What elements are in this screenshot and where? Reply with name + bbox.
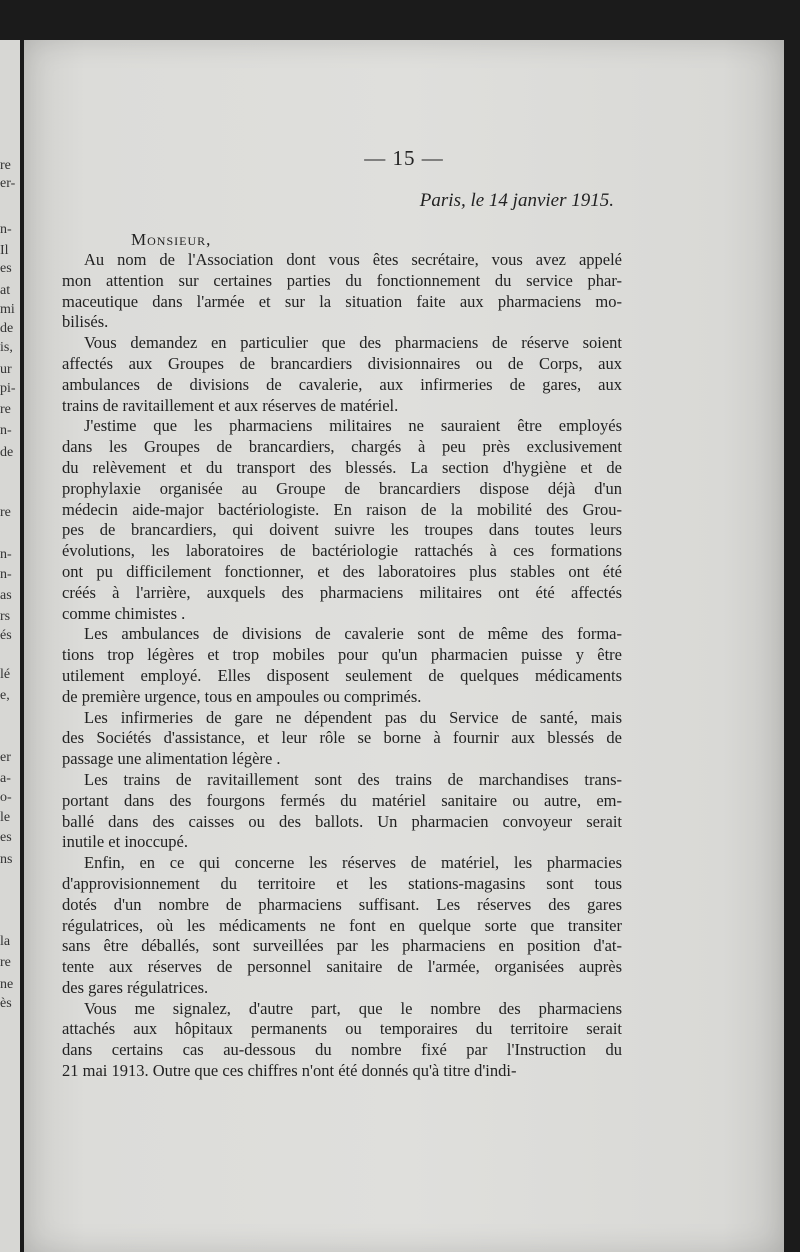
text-line: des Sociétés d'assistance, et leur rôle se borne à fournir aux blessés de <box>62 728 622 748</box>
text-line: Au nom de l'Association dont vous êtes secrétaire, vous avez appelé <box>84 250 622 269</box>
text-line: passage une alimentation légère . <box>62 749 281 769</box>
previous-page-fragment: is, <box>0 340 13 355</box>
text-line: évolutions, les laboratoires de bactériologie rattachés à ces formations <box>62 541 622 561</box>
previous-page-fragment: n- <box>0 423 12 438</box>
text-line: sans être déballés, sont surveillées par les pharmaciens en position d'at- <box>62 936 622 956</box>
text-line: bilisés. <box>62 312 109 332</box>
text-line: ont pu difficilement fonctionner, et des laboratoires plus stables ont été <box>62 561 622 581</box>
previous-page-fragment: ne <box>0 977 14 992</box>
previous-page-edge <box>0 40 20 1252</box>
text-line: J'estime que les pharmaciens militaires ne sauraient être employés <box>84 416 622 436</box>
text-line: inutile et inoccupé. <box>62 832 188 852</box>
previous-page-fragment: er- <box>0 176 16 191</box>
previous-page-fragment: e, <box>0 688 10 703</box>
previous-page-fragment: er <box>0 750 11 765</box>
text-line: 21 mai 1913. Outre que ces chiffres n'ont été donnés qu'à titre d'indi- <box>62 1061 517 1081</box>
previous-page-fragment: ur <box>0 362 12 377</box>
text-line: ballé dans des caisses ou des ballots. Un pharmacien convoyeur serait <box>62 811 622 831</box>
text-line: attachés aux hôpitaux permanents ou temporaires du territoire serait <box>62 1019 622 1039</box>
text-line: tente aux réserves de personnel sanitaire de l'armée, organisées auprès <box>62 957 622 977</box>
previous-page-fragment: n- <box>0 547 12 562</box>
paragraph <box>62 416 622 624</box>
text-line: maceutique dans l'armée et sur la situation faite aux pharmaciens mo- <box>62 291 622 311</box>
text-line: régulatrices, où les médicaments ne font en quelque sorte que transiter <box>62 915 622 935</box>
text-line: Les trains de ravitaillement sont des trains de marchandises trans- <box>84 769 622 789</box>
previous-page-fragment: re <box>0 402 11 417</box>
text-line: du relèvement et du transport des blessés. La section d'hygiène et de <box>62 457 622 477</box>
text-line: dans les Groupes de brancardiers, chargés à peu près exclusivement <box>62 437 622 457</box>
text-line: des gares régulatrices. <box>62 977 209 997</box>
text-line: comme chimistes . <box>62 603 186 623</box>
page-number: — 15 — <box>364 146 444 170</box>
paragraph <box>62 250 622 333</box>
text-line: Vous demandez en particulier que des pharmaciens de réserve soient <box>84 333 622 353</box>
previous-page-fragment: n- <box>0 567 12 582</box>
previous-page-fragment: as <box>0 588 12 603</box>
text-line: prophylaxie organisée au Groupe de brancardiers dispose déjà d'un <box>62 478 622 498</box>
text-line: mon attention sur certaines parties du fonctionnement du service phar- <box>62 270 622 290</box>
previous-page-fragment: at <box>0 283 11 298</box>
previous-page-fragment: de <box>0 445 14 460</box>
paragraph <box>62 333 622 416</box>
previous-page-fragment: o- <box>0 790 12 805</box>
paragraph <box>62 853 622 999</box>
previous-page-fragment: de <box>0 321 14 336</box>
text-line: dotés d'un nombre de pharmaciens suffisant. Les réserves des gares <box>62 894 622 914</box>
paragraph <box>62 708 622 770</box>
text-line: utilement employé. Elles disposent seulement de quelques médicaments <box>62 665 622 685</box>
text-line: Vous me signalez, d'autre part, que le nombre des pharmaciens <box>84 998 622 1018</box>
previous-page-fragment: ns <box>0 852 13 867</box>
previous-page-fragment: es <box>0 261 12 276</box>
previous-page-fragment: n- <box>0 222 12 237</box>
text-line: portant dans des fourgons fermés du matériel sanitaire ou autre, em- <box>62 790 622 810</box>
text-line: de première urgence, tous en ampoules ou comprimés. <box>62 686 422 706</box>
previous-page-fragment: Il <box>0 243 9 258</box>
previous-page-fragment: a- <box>0 771 11 786</box>
previous-page-fragment: rs <box>0 609 11 624</box>
text-line: créés à l'arrière, auxquels des pharmaciens militaires ont été affectés <box>62 582 622 602</box>
dateline: Paris, le 14 janvier 1915. <box>419 190 614 211</box>
text-line: affectés aux Groupes de brancardiers divisionnaires ou de Corps, aux <box>62 353 622 373</box>
previous-page-fragment: re <box>0 505 11 520</box>
letter-body <box>62 250 622 1082</box>
previous-page-fragment: ès <box>0 996 12 1011</box>
text-line: Les infirmeries de gare ne dépendent pas du Service de santé, mais <box>84 707 622 727</box>
paragraph <box>62 999 622 1082</box>
text-line: tions trop légères et trop mobiles pour qu'un pharmacien puisse y être <box>62 645 622 665</box>
paragraph <box>62 624 622 707</box>
text-line: ambulances de divisions de cavalerie, aux infirmeries de gares, aux <box>62 374 622 394</box>
previous-page-fragment: és <box>0 628 12 643</box>
text-line: trains de ravitaillement et aux réserves de matériel. <box>62 395 399 415</box>
text-line: d'approvisionnement du territoire et les stations-magasins sont tous <box>62 873 622 893</box>
previous-page-fragment: la <box>0 934 11 949</box>
previous-page-fragment: le <box>0 810 11 825</box>
text-line: Les ambulances de divisions de cavalerie sont de même des forma- <box>84 624 622 644</box>
previous-page-fragment: es <box>0 830 12 845</box>
previous-page-fragment: pi- <box>0 381 16 396</box>
previous-page-fragment: re <box>0 955 11 970</box>
previous-page-fragment: mi <box>0 302 15 317</box>
salutation: Monsieur, <box>131 230 212 249</box>
text-line: dans certains cas au-dessous du nombre fixé par l'Instruction du <box>62 1040 622 1060</box>
document-page <box>24 40 784 1252</box>
paragraph <box>62 770 622 853</box>
text-line: pes de brancardiers, qui doivent suivre les troupes dans toutes leurs <box>62 520 622 540</box>
previous-page-fragment: re <box>0 158 11 173</box>
previous-page-fragment: lé <box>0 667 11 682</box>
text-line: médecin aide-major bactériologiste. En raison de la mobilité des Grou- <box>62 499 622 519</box>
text-line: Enfin, en ce qui concerne les réserves de matériel, les pharmacies <box>84 853 622 873</box>
